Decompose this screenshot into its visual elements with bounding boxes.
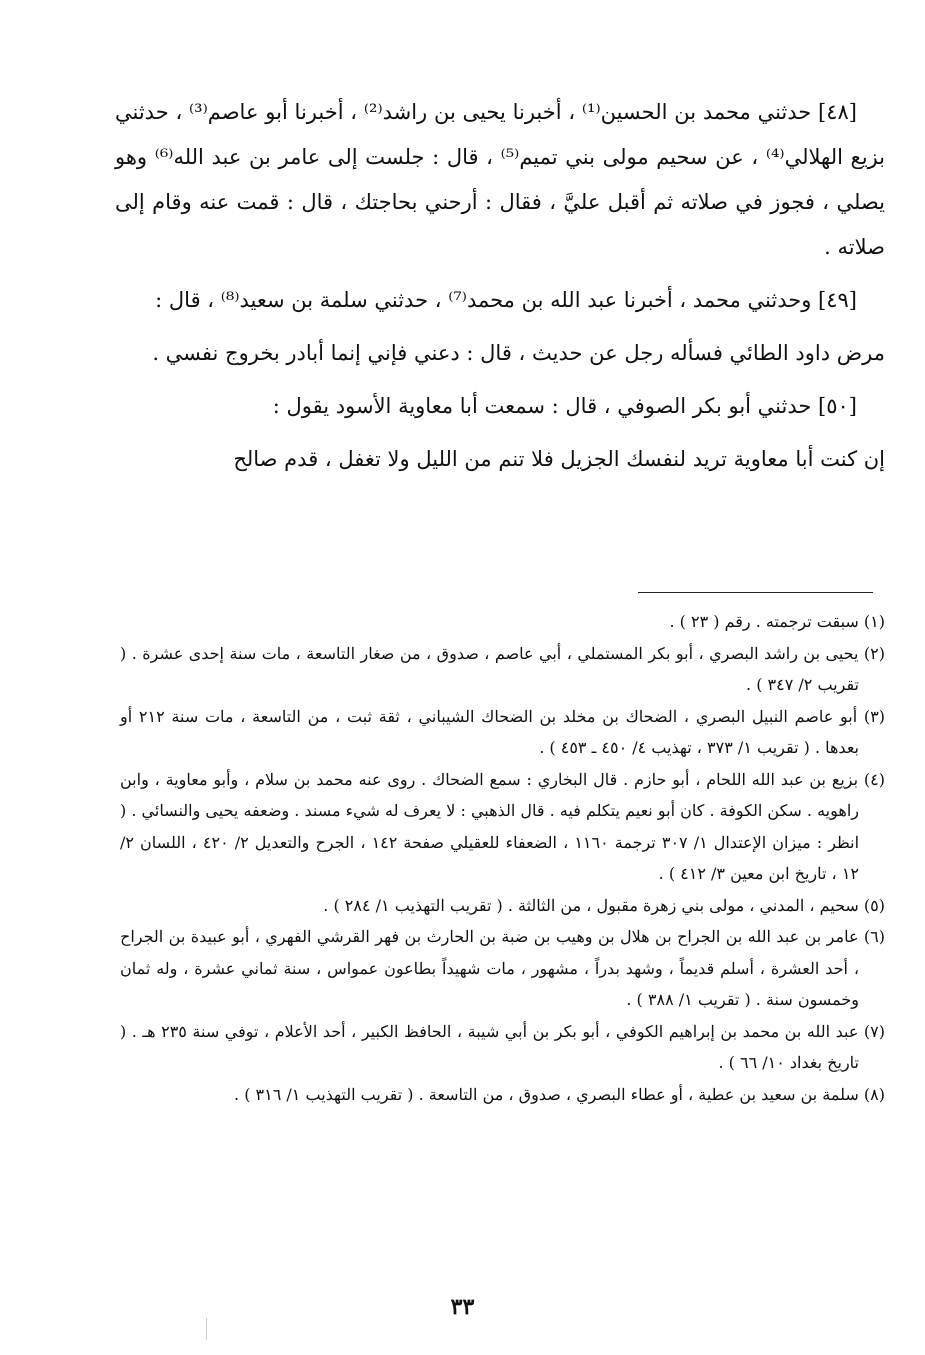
footnotes-block <box>120 606 885 1110</box>
footnote-7: (٧) عبد الله بن محمد بن إبراهيم الكوفي ، أبو بكر بن أبي شيبة ، الحافظ الكبير ، أحد الأعلام ، توفي سنة ٢٣٥ هـ . ( تاريخ بغداد ١٠/ ٦٦ ) . <box>120 1021 885 1072</box>
paragraph-50-body: إن كنت أبا معاوية تريد لنفسك الجزيل فلا تنم من الليل ولا تغفل ، قدم صالح <box>233 447 885 471</box>
footnote-1: (١) سبقت ترجمته . رقم ( ٢٣ ) . <box>669 612 885 631</box>
paragraph-50: [٥٠] حدثني أبو بكر الصوفي ، قال : سمعت أبا معاوية الأسود يقول : <box>272 394 857 418</box>
footnote-6: (٦) عامر بن عبد الله بن الجراح بن هلال بن وهيب بن ضبة بن الحارث بن فهر القرشي الفهري ، أبو عبيدة بن الجراح ، أحد العشرة ، أسلم قديماً ، وشهد بدراً ، مشهور ، مات شهيداً بطاعون عمواس ، سنة ثماني عشرة ، وله ثمان وخمسون سنة . ( تقريب ١/ ٣٨٨ ) . <box>120 927 885 1009</box>
footnote-8: (٨) سلمة بن سعيد بن عطية ، أو عطاء البصري ، صدوق ، من التاسعة . ( تقريب التهذيب ١/ ٣١٦ ) . <box>234 1084 885 1104</box>
footnote-3: (٣) أبو عاصم النبيل البصري ، الضحاك بن مخلد بن الضحاك الشيباني ، ثقة ثبت ، من التاسعة ، مات سنة ٢١٢ أو بعدها . ( تقريب ١/ ٣٧٣ ، تهذيب ٤/ ٤٥٠ ـ ٤٥٣ ) . <box>120 706 885 757</box>
footnote-5: (٥) سحيم ، المدني ، مولى بني زهرة مقبول ، من الثالثة . ( تقريب التهذيب ١/ ٢٨٤ ) . <box>323 895 885 915</box>
page-number: ٣٣ <box>450 1294 475 1320</box>
main-text-block <box>115 90 885 482</box>
footnote-2: (٢) يحيى بن راشد البصري ، أبو بكر المستملي ، أبي عاصم ، صدوق ، من صغار التاسعة ، مات سنة إحدى عشرة . ( تقريب ٢/ ٣٤٧ ) . <box>120 643 885 694</box>
scan-edge-mark <box>206 1318 207 1340</box>
paragraph-48: [٤٨] حدثني محمد بن الحسين⁽¹⁾ ، أخبرنا يحيى بن راشد⁽²⁾ ، أخبرنا أبو عاصم⁽³⁾ ، حدثني بزيع الهلالي⁽⁴⁾ ، عن سحيم مولى بني تميم⁽⁵⁾ ، قال : جلست إلى عامر بن عبد الله⁽⁶⁾ وهو يصلي ، فجوز في صلاته ثم أقبل عليَّ ، فقال : أرحني بحاجتك ، قال : قمت عنه وقام إلى صلاته . <box>115 100 886 259</box>
footnote-divider <box>638 592 873 593</box>
footnote-4: (٤) بزيع بن عبد الله اللحام ، أبو حازم . قال البخاري : سمع الضحاك . روى عنه محمد بن سلام ، وأبو معاوية ، وابن راهويه . سكن الكوفة . كان أبو نعيم يتكلم فيه . قال الذهبي : لا يعرف له شيء مسند . وضعفه يحيى والنسائي . ( انظر : ميزان الإعتدال ١/ ٣٠٧ ترجمة ١١٦٠ ، الضعفاء للعقيلي صفحة ١٤٢ ، الجرح والتعديل ٢/ ٤٢٠ ، اللسان ٢/ ١٢ ، تاريخ ابن معين ٣/ ٤١٢ ) . <box>120 769 885 883</box>
paragraph-49: [٤٩] وحدثني محمد ، أخبرنا عبد الله بن محمد⁽⁷⁾ ، حدثني سلمة بن سعيد⁽⁸⁾ ، قال : <box>155 288 857 312</box>
paragraph-49-body: مرض داود الطائي فسأله رجل عن حديث ، قال : دعني فإني إنما أبادر بخروج نفسي . <box>152 341 885 365</box>
